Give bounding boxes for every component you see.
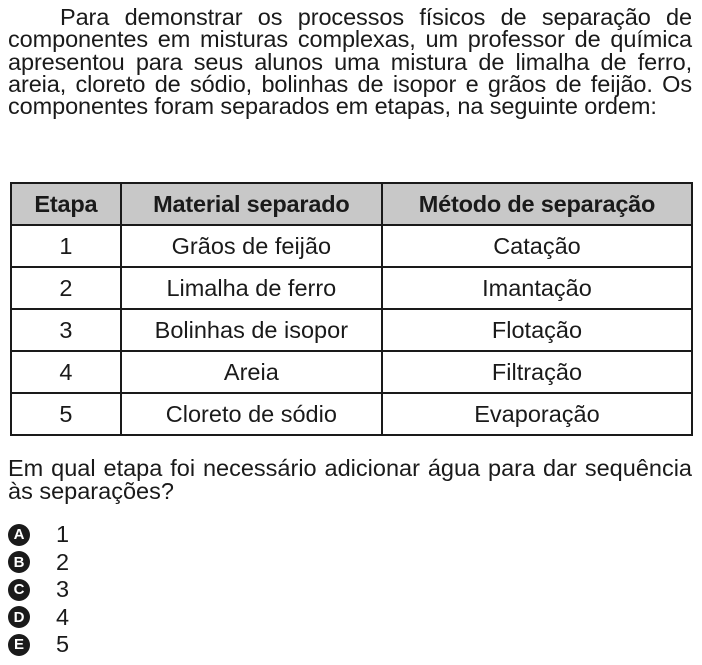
cell-material: Limalha de ferro <box>121 267 382 309</box>
option-b[interactable] <box>8 549 69 577</box>
table-row <box>11 393 692 435</box>
cell-etapa: 3 <box>11 309 121 351</box>
cell-etapa: 1 <box>11 225 121 267</box>
table-row <box>11 225 692 267</box>
option-text: 4 <box>56 603 70 630</box>
answer-options <box>8 521 69 659</box>
option-c[interactable] <box>8 576 69 604</box>
cell-metodo: Flotação <box>382 309 692 351</box>
intro-paragraph: Para demonstrar os processos físicos de separação de componentes em misturas complexas, um professor de química apresentou para seus alunos uma mistura de limalha de ferro, areia, cloreto de sódio, bolinhas de isopor e grãos de feijão. Os componentes foram separados em etapas, na seguinte ordem: <box>8 4 692 120</box>
option-a[interactable] <box>8 521 69 549</box>
separation-table <box>10 182 693 436</box>
option-text: 1 <box>56 521 70 548</box>
header-etapa: Etapa <box>11 183 121 225</box>
table-row <box>11 267 692 309</box>
cell-material: Cloreto de sódio <box>121 393 382 435</box>
option-letter-badge: A <box>8 524 30 546</box>
question-text: Em qual etapa foi necessário adicionar água para dar sequência às separações? <box>8 455 692 504</box>
cell-material: Grãos de feijão <box>121 225 382 267</box>
cell-metodo: Evaporação <box>382 393 692 435</box>
cell-material: Bolinhas de isopor <box>121 309 382 351</box>
cell-metodo: Catação <box>382 225 692 267</box>
option-letter-badge: B <box>8 551 30 573</box>
cell-material: Areia <box>121 351 382 393</box>
option-letter-badge: E <box>8 634 30 656</box>
cell-metodo: Imantação <box>382 267 692 309</box>
option-d[interactable] <box>8 604 69 632</box>
cell-metodo: Filtração <box>382 351 692 393</box>
table-row <box>11 351 692 393</box>
option-text: 5 <box>56 631 70 658</box>
option-e[interactable] <box>8 631 69 659</box>
cell-etapa: 4 <box>11 351 121 393</box>
option-text: 3 <box>56 576 70 603</box>
cell-etapa: 2 <box>11 267 121 309</box>
table-header-row <box>11 183 692 225</box>
header-material: Material separado <box>121 183 382 225</box>
option-letter-badge: D <box>8 606 30 628</box>
table-row <box>11 309 692 351</box>
option-letter-badge: C <box>8 579 30 601</box>
header-metodo: Método de separação <box>382 183 692 225</box>
option-text: 2 <box>56 548 70 575</box>
cell-etapa: 5 <box>11 393 121 435</box>
